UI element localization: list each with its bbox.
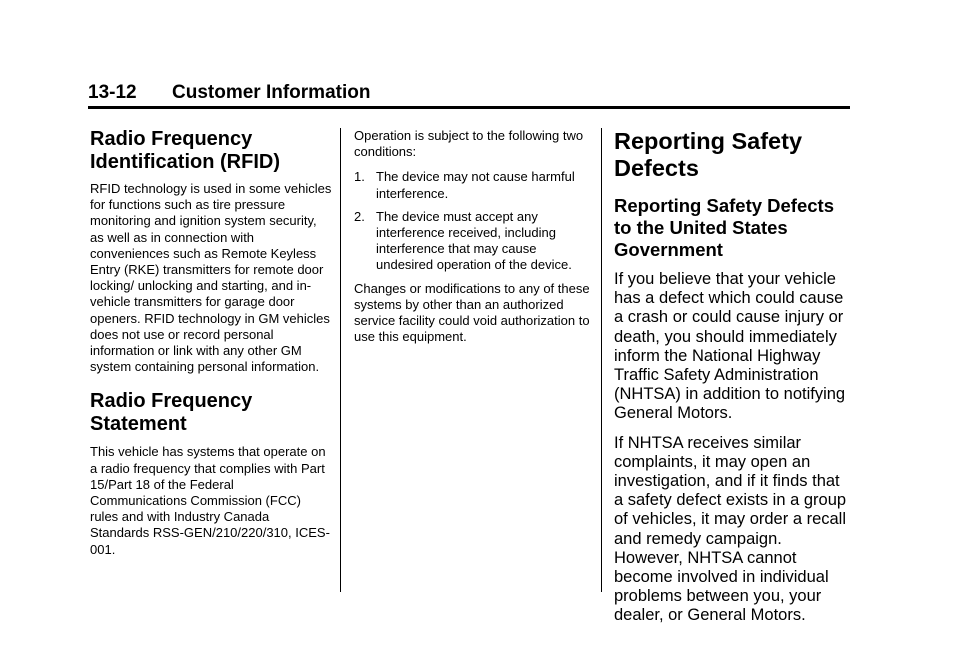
column-divider-2 [601, 128, 602, 592]
rf-statement-heading: Radio Frequency Statement [90, 390, 253, 436]
rf-statement-paragraph: This vehicle has systems that operate on a radio frequency that complies with Part 15/Part 18 of the Federal Communications Commission (FCC) rules and with Industry Canada Standards RSS-GEN/210/220/310, ICES-001. [90, 444, 330, 557]
list-item [354, 169, 590, 201]
changes-paragraph: Changes or modifications to any of these systems by other than an authorized service facility could void authorization to use this equipment. [354, 280, 590, 345]
list-item-number: 2. [354, 208, 365, 224]
column-left [90, 128, 332, 558]
rfid-paragraph: RFID technology is used in some vehicles for functions such as tire pressure monitoring and ignition system security, as well as in connection with conveniences such as Remote Keyless Entry (RKE) transmitters for remote door locking/ unlocking and starting, and in-vehicle transmitters for garage door openers. RFID technology in GM vehicles does not use or record personal information or link with any other GM system containing personal information. [90, 181, 332, 375]
nhtsa-paragraph: If NHTSA receives similar complaints, it may open an investigation, and if it finds that a safety defect exists in a group of vehicles, it may order a recall and remedy campaign. However, NHTSA cannot become involved in individual problems between you, your dealer, or General Motors. [614, 433, 847, 625]
column-right [614, 128, 850, 626]
page-number: 13-12 [88, 82, 137, 103]
list-item-text: The device must accept any interference received, including interference that may cause undesired operation of the device. [376, 208, 572, 273]
list-item-number: 1. [354, 169, 365, 185]
defect-paragraph: If you believe that your vehicle has a defect which could cause a crash or could cause injury or death, you should immediately inform the National Highway Traffic Safety Administration (NHTSA) in addition to notifying General Motors. [614, 270, 846, 423]
conditions-intro: Operation is subject to the following two conditions: [354, 128, 584, 160]
column-divider-1 [340, 128, 341, 592]
reporting-us-gov-heading: Reporting Safety Defects to the United States Government [614, 195, 834, 260]
column-middle [354, 128, 590, 345]
list-item [354, 209, 590, 274]
rfid-heading: Radio Frequency Identification (RFID) [90, 128, 280, 173]
conditions-list [354, 169, 590, 273]
page-header [88, 80, 850, 109]
reporting-safety-heading: Reporting Safety Defects [614, 128, 803, 181]
section-title: Customer Information [172, 82, 371, 103]
list-item-text: The device may not cause harmful interference. [376, 169, 575, 201]
